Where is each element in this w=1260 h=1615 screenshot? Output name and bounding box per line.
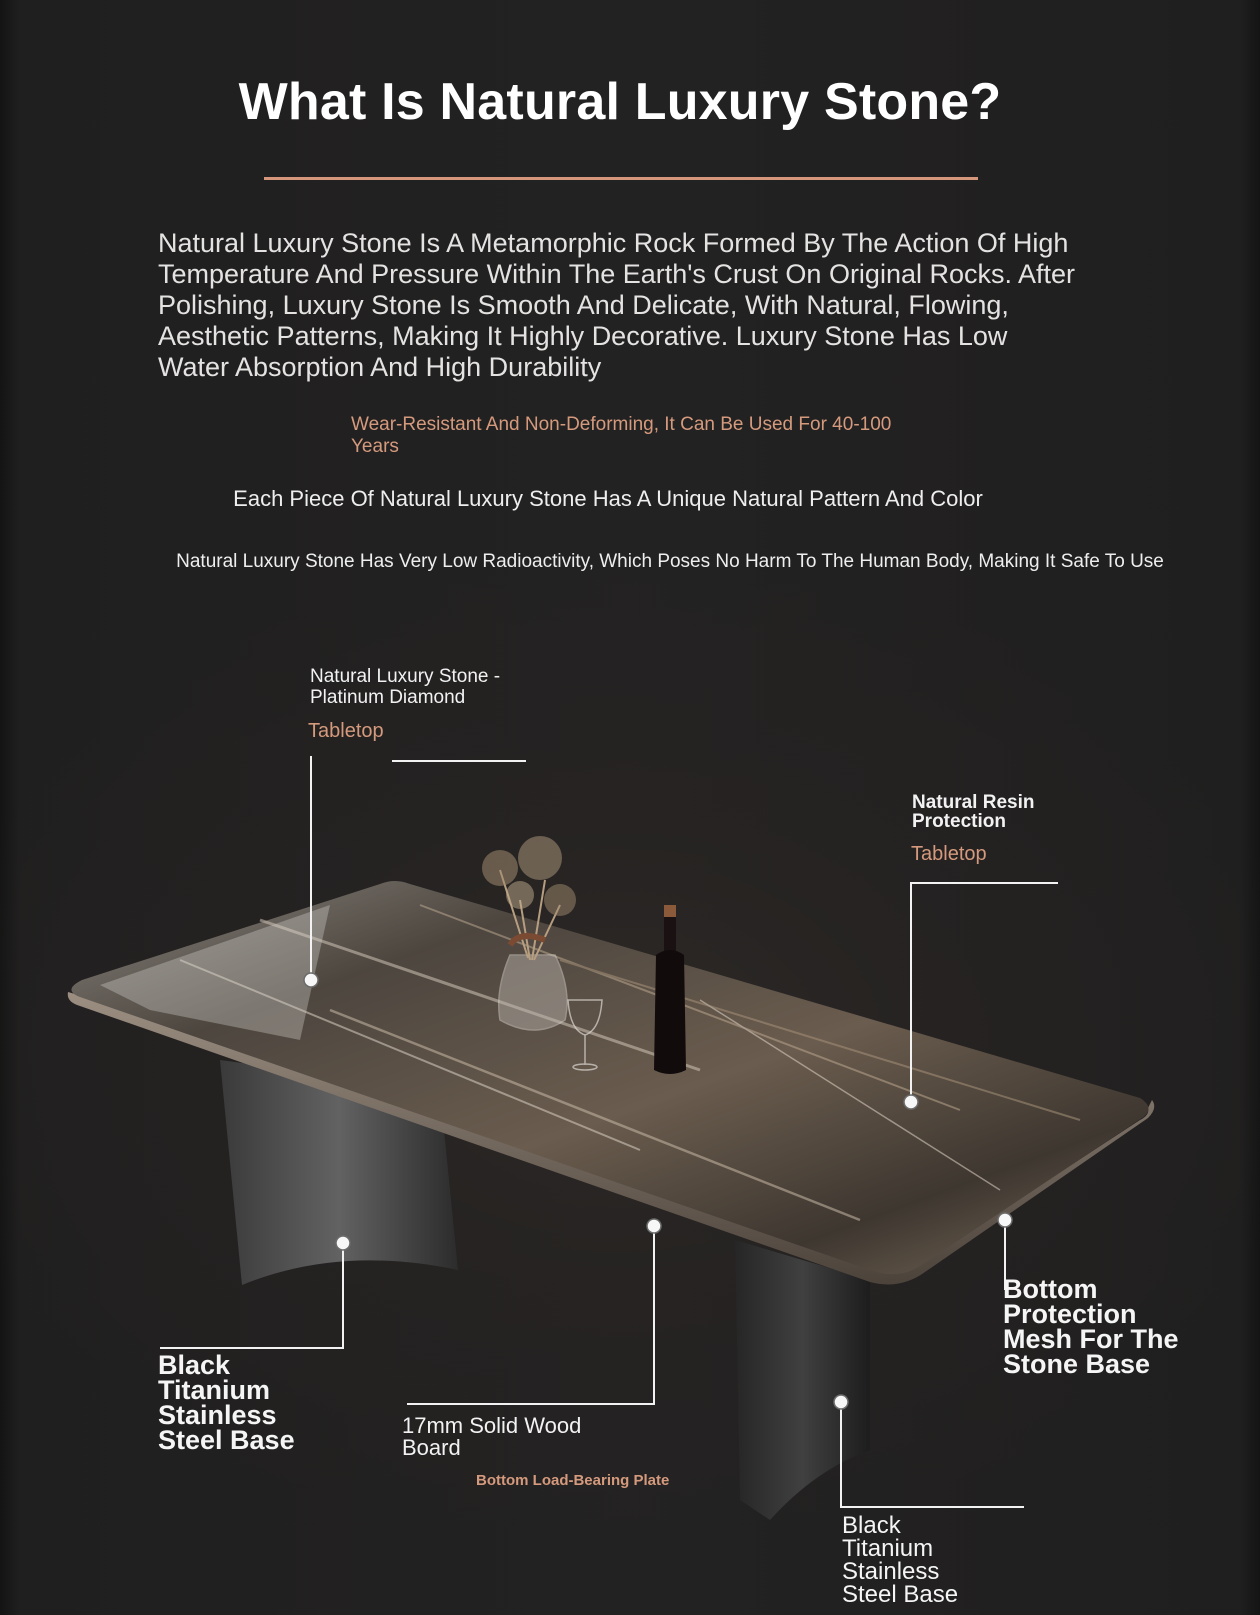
callout-resin-title: Natural Resin Protection: [912, 792, 1035, 832]
callout-right-base-title: Black Titanium Stainless Steel Base: [842, 1512, 959, 1608]
callout-left-base-title: Black Titanium Stainless Steel Base: [158, 1350, 295, 1455]
intro-paragraph: Natural Luxury Stone Is A Metamorphic Rock Formed By The Action Of High Temperature And Pressure Within The Earth's Crust On Original Rocks. After Polishing, Luxury Stone Is Smooth And Delicate, With Natural, Flowing, Aesthetic Patterns, Making It Highly Decorative. Luxury Stone Has Low Water Absorption And High Durability: [158, 228, 1076, 382]
callout-stone-title: Natural Luxury Stone - Platinum Diamond: [310, 666, 501, 708]
right-leg: [735, 1240, 870, 1520]
callout-resin-sub: Tabletop: [911, 843, 987, 865]
pattern-fact: Each Piece Of Natural Luxury Stone Has A Unique Natural Pattern And Color: [233, 486, 983, 511]
radioactivity-fact: Natural Luxury Stone Has Very Low Radioactivity, Which Poses No Harm To The Human Body, Making It Safe To Use: [176, 551, 1164, 572]
callout-wood-sub: Bottom Load-Bearing Plate: [476, 1472, 670, 1489]
page-title: What Is Natural Luxury Stone?: [238, 73, 1002, 131]
wine-bottle: [654, 905, 686, 1074]
callout-wood-title: 17mm Solid Wood Board: [402, 1413, 582, 1460]
callout-mesh-title: Bottom Protection Mesh For The Stone Base: [1003, 1274, 1179, 1379]
durability-note: Wear-Resistant And Non-Deforming, It Can Be Used For 40-100 Years: [351, 414, 892, 457]
callout-stone-sub: Tabletop: [308, 720, 384, 742]
